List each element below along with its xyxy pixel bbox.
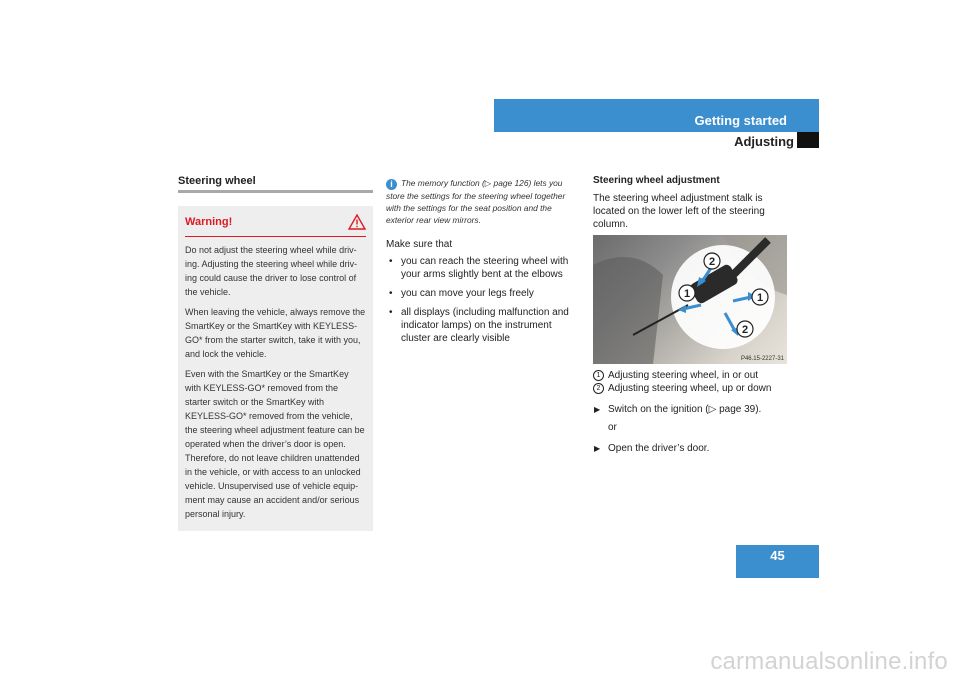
info-note-line: i The memory function (▷ page 126) lets you <box>386 177 582 190</box>
step-arrow-icon: ▶ <box>594 405 601 414</box>
header-bar <box>494 99 819 132</box>
header-tab-marker <box>797 132 819 148</box>
info-note <box>386 177 582 226</box>
svg-text:1: 1 <box>756 292 764 304</box>
heading-rule <box>178 190 373 193</box>
number-2-icon: 2 <box>593 383 604 394</box>
legend-item: 2 Adjusting steering wheel, up or down <box>593 382 789 395</box>
svg-text:2: 2 <box>741 324 749 336</box>
list-item: • all displays (including malfunction and indicator lamps) on the instrument cluster are clearly visible <box>386 306 582 345</box>
watermark: carmanualsonline.info <box>710 648 948 675</box>
step-arrow-icon: ▶ <box>594 444 601 453</box>
adjustment-intro: The steering wheel adjustment stalk is located on the lower left of the steering column. <box>593 193 765 230</box>
column-middle <box>386 177 582 351</box>
make-sure-intro: Make sure that <box>386 239 453 250</box>
warning-box <box>178 206 373 531</box>
list-item: • you can reach the steering wheel with your arms slightly bent at the elbows <box>386 255 582 281</box>
info-icon: i <box>386 179 397 190</box>
warning-triangle-icon <box>348 214 366 230</box>
list-item: • you can move your legs freely <box>386 287 582 300</box>
instruction-step: ▶ Open the driver’s door. <box>594 443 710 454</box>
stalk-illustration <box>593 235 787 364</box>
svg-text:1: 1 <box>683 288 691 300</box>
or-separator: or <box>608 422 617 433</box>
info-note-line: with the settings for the seat position and the <box>386 203 552 213</box>
image-code: P46.15-2227-31 <box>740 356 784 362</box>
number-1-icon: 1 <box>593 370 604 381</box>
warning-header <box>185 214 366 237</box>
photo-legend <box>593 369 789 395</box>
column-left <box>178 175 373 531</box>
requirements-list <box>386 255 582 345</box>
page-number: 45 <box>736 545 819 578</box>
adjustment-heading: Steering wheel adjustment <box>593 175 720 186</box>
warning-paragraph: Even with the SmartKey or the SmartKey with KEYLESS-GO* removed from the starter switch or the SmartKey with KEYLESS-GO* removed from the vehicle, the steering wheel adjustment feature can be operated when the driver’s door is open. Therefore, do not leave children unattended in the vehicle, or with access to an unlocked vehicle. Unsupervised use of vehicle equip-ment may cause an accident and/or serious personal injury. <box>185 369 365 519</box>
info-note-line: store the settings for the steering wheel together <box>386 191 566 201</box>
svg-text:2: 2 <box>708 256 716 268</box>
warning-paragraph: When leaving the vehicle, always remove the SmartKey or the SmartKey with KEYLESS-GO* from the starter switch, take it with you, and lock the vehicle. <box>185 307 366 359</box>
steering-wheel-heading: Steering wheel <box>178 175 256 187</box>
column-right <box>593 175 789 455</box>
legend-item: 1 Adjusting steering wheel, in or out <box>593 369 789 382</box>
instruction-step: ▶ Switch on the ignition (▷ page 39). <box>594 404 762 415</box>
section-title: Getting started <box>694 113 787 128</box>
subsection-title: Adjusting <box>734 134 794 149</box>
warning-paragraph: Do not adjust the steering wheel while driv-ing. Adjusting the steering wheel while driv-ing could cause the driver to lose control of the vehicle. <box>185 245 358 297</box>
warning-title: Warning! <box>185 216 233 228</box>
info-note-line: exterior rear view mirrors. <box>386 215 481 225</box>
steering-stalk-photo <box>593 235 787 364</box>
